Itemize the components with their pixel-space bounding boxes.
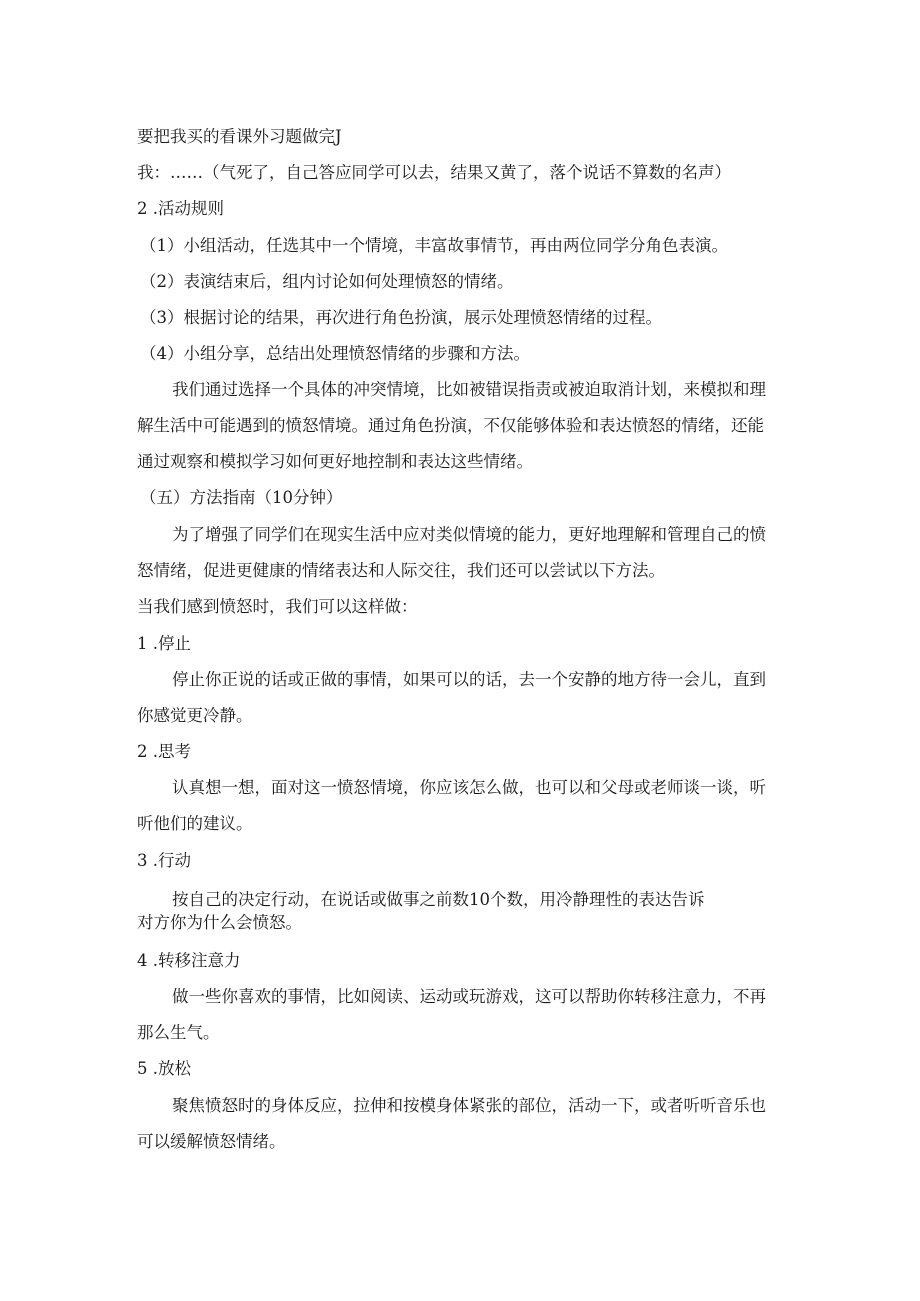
paragraph-line: 怒情绪，促进更健康的情绪表达和人际交往，我们还可以尝试以下方法。 (137, 561, 665, 580)
paragraph-line: 通过观察和模拟学习如何更好地控制和表达这些情绪。 (137, 452, 533, 471)
list-item: （2）表演结束后，组内讨论如何处理愤怒的情绪。 (140, 272, 514, 291)
text-line: 当我们感到愤怒时，我们可以这样做： (137, 597, 418, 616)
paragraph-line: 按自己的决定行动，在说话或做事之前数10个数，用冷静理性的表达告诉 (172, 890, 705, 909)
paragraph-line: 聚焦愤怒时的身体反应，拉伸和按模身体紧张的部位，活动一下，或者听听音乐也 (172, 1096, 766, 1115)
text-line: 要把我买的看课外习题做完J (137, 127, 342, 146)
paragraph-line: 对方你为什么会愤怒。 (137, 913, 302, 932)
step-heading: 2 .思考 (137, 742, 191, 761)
paragraph-line: 为了增强了同学们在现实生活中应对类似情境的能力，更好地理解和管理自己的愤 (172, 525, 766, 544)
list-item: （4）小组分享，总结出处理愤怒情绪的步骤和方法。 (140, 344, 530, 363)
paragraph-line: 听他们的建议。 (137, 814, 253, 833)
paragraph-line: 做一些你喜欢的事情，比如阅读、运动或玩游戏，这可以帮助你转移注意力，不再 (172, 987, 766, 1006)
list-item: （3）根据讨论的结果，再次进行角色扮演，展示处理愤怒情绪的过程。 (140, 308, 662, 327)
paragraph-line: 可以缓解愤怒情绪。 (137, 1132, 286, 1151)
step-heading: 4 .转移注意力 (137, 951, 241, 970)
step-heading: 3 .行动 (137, 851, 191, 870)
step-heading: 5 .放松 (137, 1059, 191, 1078)
list-item: （1）小组活动，任选其中一个情境，丰富故事情节，再由两位同学分角色表演。 (140, 236, 728, 255)
paragraph-line: 我们通过选择一个具体的冲突情境，比如被错误指责或被迫取消计划，来模拟和理 (172, 380, 766, 399)
section-heading: （五）方法指南（10分钟） (140, 488, 343, 507)
section-heading: 2 .活动规则 (137, 199, 224, 218)
paragraph-line: 解生活中可能遇到的愤怒情境。通过角色扮演，不仅能够体验和表达愤怒的情绪，还能 (137, 416, 764, 435)
paragraph-line: 停止你正说的话或正做的事情，如果可以的话，去一个安静的地方待一会儿，直到 (172, 670, 766, 689)
text-line: 我：……（气死了，自己答应同学可以去，结果又黄了，落个说话不算数的名声） (137, 163, 731, 182)
paragraph-line: 认真想一想，面对这一愤怒情境，你应该怎么做，也可以和父母或老师谈一谈，听 (172, 778, 766, 797)
step-heading: 1 .停止 (137, 634, 191, 653)
paragraph-line: 那么生气。 (137, 1023, 220, 1042)
paragraph-line: 你感觉更冷静。 (137, 706, 253, 725)
